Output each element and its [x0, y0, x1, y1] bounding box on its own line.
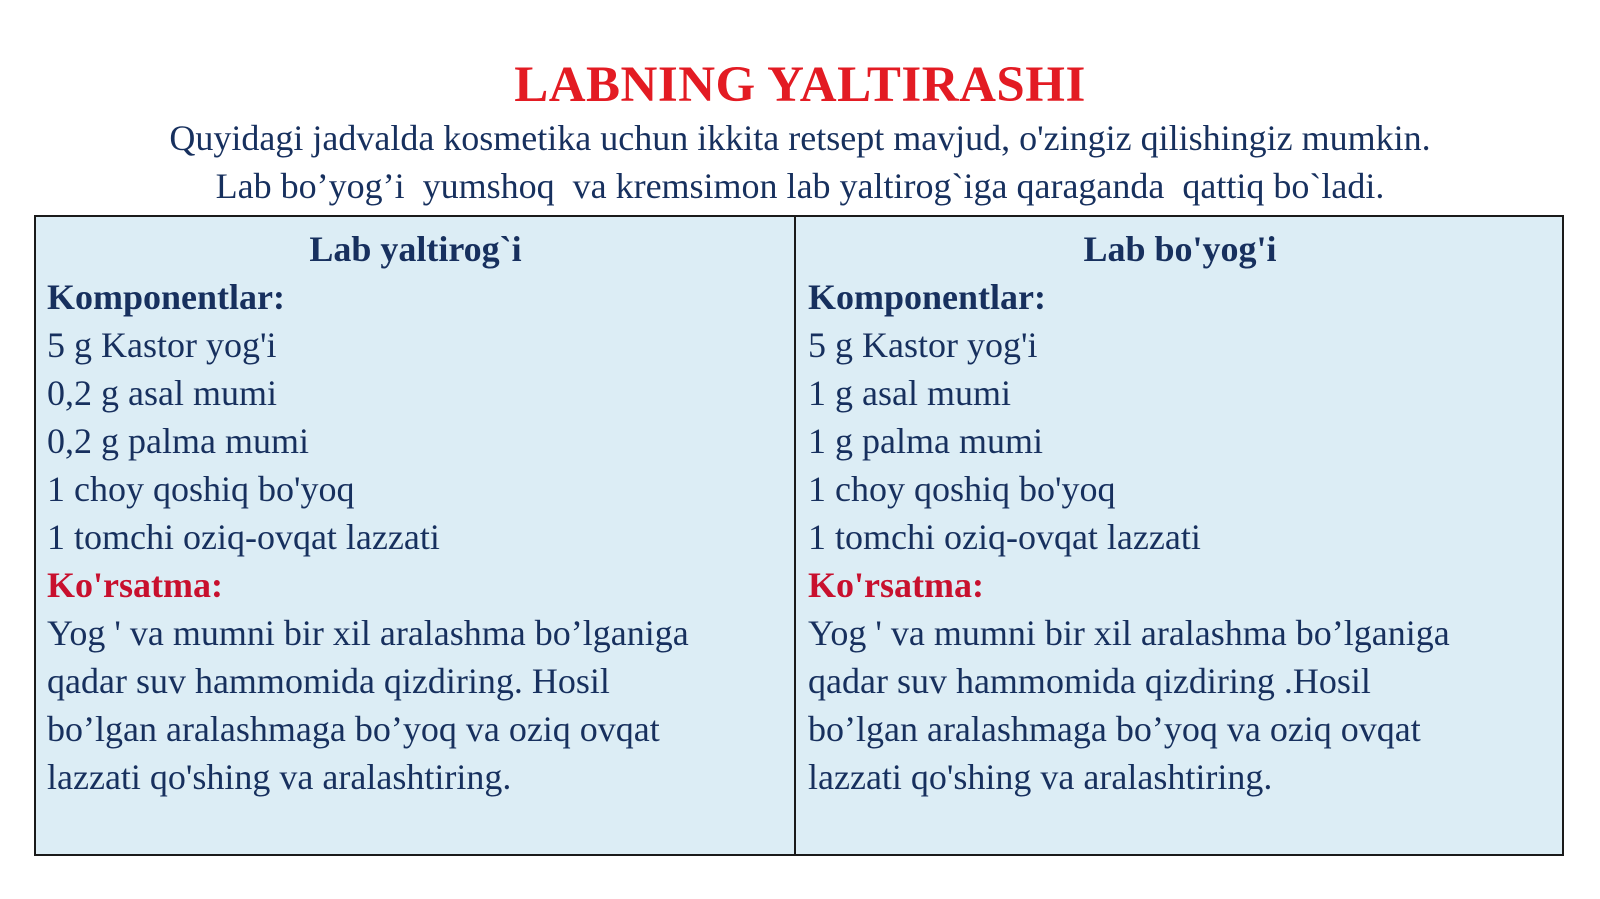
- instructions-label: Ko'rsatma:: [47, 565, 223, 605]
- ingredient-item: 1 g palma mumi: [808, 421, 1043, 461]
- ingredient-item: 1 tomchi oziq-ovqat lazzati: [808, 517, 1201, 557]
- instructions-label: Ko'rsatma:: [808, 565, 984, 605]
- recipe-heading: Lab yaltirog`i: [309, 229, 522, 269]
- components-label: Komponentlar:: [47, 277, 285, 317]
- instructions-line: bo’lgan aralashmaga bo’yoq va oziq ovqat: [808, 709, 1421, 749]
- ingredient-item: 0,2 g asal mumi: [47, 373, 277, 413]
- instructions-line: Yog ' va mumni bir xil aralashma bo’lganiga: [47, 613, 689, 653]
- instructions-line: Yog ' va mumni bir xil aralashma bo’lganiga: [808, 613, 1450, 653]
- ingredient-item: 5 g Kastor yog'i: [47, 325, 277, 365]
- ingredient-item: 1 tomchi oziq-ovqat lazzati: [47, 517, 440, 557]
- instructions-line: bo’lgan aralashmaga bo’yoq va oziq ovqat: [47, 709, 660, 749]
- components-label: Komponentlar:: [808, 277, 1046, 317]
- ingredient-item: 5 g Kastor yog'i: [808, 325, 1038, 365]
- instructions-line: lazzati qo'shing va aralashtiring.: [47, 757, 512, 797]
- page-title: LABNING YALTIRASHI: [514, 57, 1086, 113]
- ingredient-item: 1 g asal mumi: [808, 373, 1011, 413]
- recipes-table: [34, 215, 1564, 856]
- recipe-heading: Lab bo'yog'i: [1083, 229, 1277, 269]
- instructions-line: lazzati qo'shing va aralashtiring.: [808, 757, 1273, 797]
- instructions-line: qadar suv hammomida qizdiring .Hosil: [808, 661, 1371, 701]
- subtitle-line-2: Lab bo’yog’i yumshoq va kremsimon lab yaltirog`iga qaraganda qattiq bo`ladi.: [215, 166, 1385, 206]
- recipe-column-lipstick: [796, 217, 1562, 854]
- subtitle-line-1: Quyidagi jadvalda kosmetika uchun ikkita retsept mavjud, o'zingiz qilishingiz mumkin.: [169, 118, 1431, 158]
- instructions-line: qadar suv hammomida qizdiring. Hosil: [47, 661, 610, 701]
- ingredient-item: 0,2 g palma mumi: [47, 421, 309, 461]
- ingredient-item: 1 choy qoshiq bo'yoq: [808, 469, 1116, 509]
- recipe-column-lip-gloss: [36, 217, 796, 854]
- ingredient-item: 1 choy qoshiq bo'yoq: [47, 469, 355, 509]
